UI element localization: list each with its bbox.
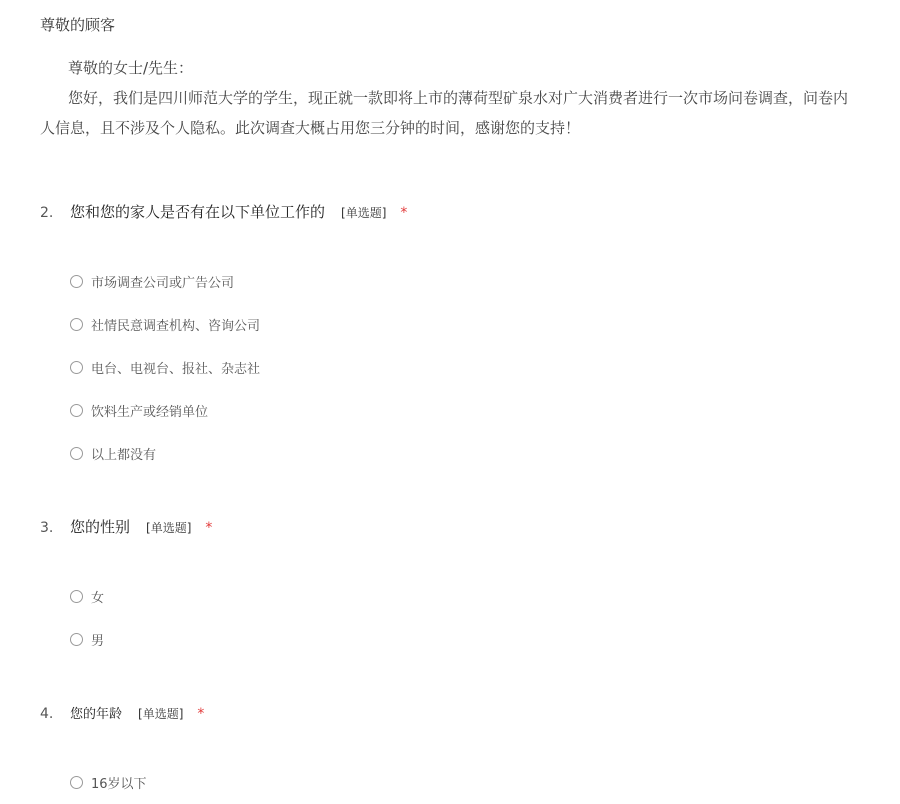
option-label: 饮料生产或经销单位	[91, 405, 209, 420]
intro-paragraph-line-1: 您好，我们是四川师范大学的学生，现正就一款即将上市的薄荷型矿泉水对广大消费者进行一次市场问卷调查，问卷内	[68, 89, 849, 107]
question-number: 3.	[40, 520, 54, 536]
question-title	[40, 201, 880, 222]
radio-button[interactable]	[70, 275, 83, 288]
radio-button[interactable]	[70, 404, 83, 417]
question-type-tag: [单选题]	[341, 206, 387, 220]
intro-salutation: 尊敬的女士/先生：	[68, 59, 194, 77]
intro-text	[40, 53, 900, 143]
question-text: 您的年龄	[70, 707, 123, 722]
option-market-research-company[interactable]	[70, 260, 260, 303]
required-marker: *	[197, 706, 205, 722]
option-female[interactable]	[70, 575, 104, 618]
question-title	[40, 703, 880, 722]
radio-button[interactable]	[70, 776, 83, 789]
radio-button[interactable]	[70, 361, 83, 374]
question-2	[40, 201, 880, 463]
options-list	[70, 575, 104, 661]
radio-button[interactable]	[70, 447, 83, 460]
question-4	[40, 703, 880, 792]
required-marker: *	[205, 520, 213, 536]
option-survey-institution[interactable]	[70, 303, 260, 346]
option-label: 以上都没有	[91, 448, 157, 463]
question-type-tag: [单选题]	[138, 707, 184, 721]
intro-paragraph-line-2: 人信息，且不涉及个人隐私。此次调查大概占用您三分钟的时间，感谢您的支持！	[40, 119, 581, 137]
option-label: 16岁以下	[91, 777, 147, 792]
option-media[interactable]	[70, 346, 260, 389]
option-beverage-business[interactable]	[70, 389, 260, 432]
question-text: 您的性别	[70, 518, 131, 536]
radio-button[interactable]	[70, 590, 83, 603]
option-label: 男	[91, 634, 105, 649]
question-type-tag: [单选题]	[146, 521, 192, 535]
option-male[interactable]	[70, 618, 104, 661]
option-label: 电台、电视台、报社、杂志社	[91, 362, 261, 377]
question-number: 2.	[40, 205, 54, 221]
option-label: 女	[91, 591, 105, 606]
question-title	[40, 516, 880, 537]
required-marker: *	[400, 205, 408, 221]
question-text: 您和您的家人是否有在以下单位工作的	[70, 203, 326, 221]
question-number: 4.	[40, 706, 54, 722]
options-list	[70, 761, 147, 804]
options-list	[70, 260, 260, 475]
greeting-heading: 尊敬的顾客	[40, 16, 116, 34]
question-3	[40, 516, 880, 649]
radio-button[interactable]	[70, 633, 83, 646]
option-under-16[interactable]	[70, 761, 147, 804]
option-label: 市场调查公司或广告公司	[91, 276, 235, 291]
option-none[interactable]	[70, 432, 260, 475]
radio-button[interactable]	[70, 318, 83, 331]
option-label: 社情民意调查机构、咨询公司	[91, 319, 261, 334]
